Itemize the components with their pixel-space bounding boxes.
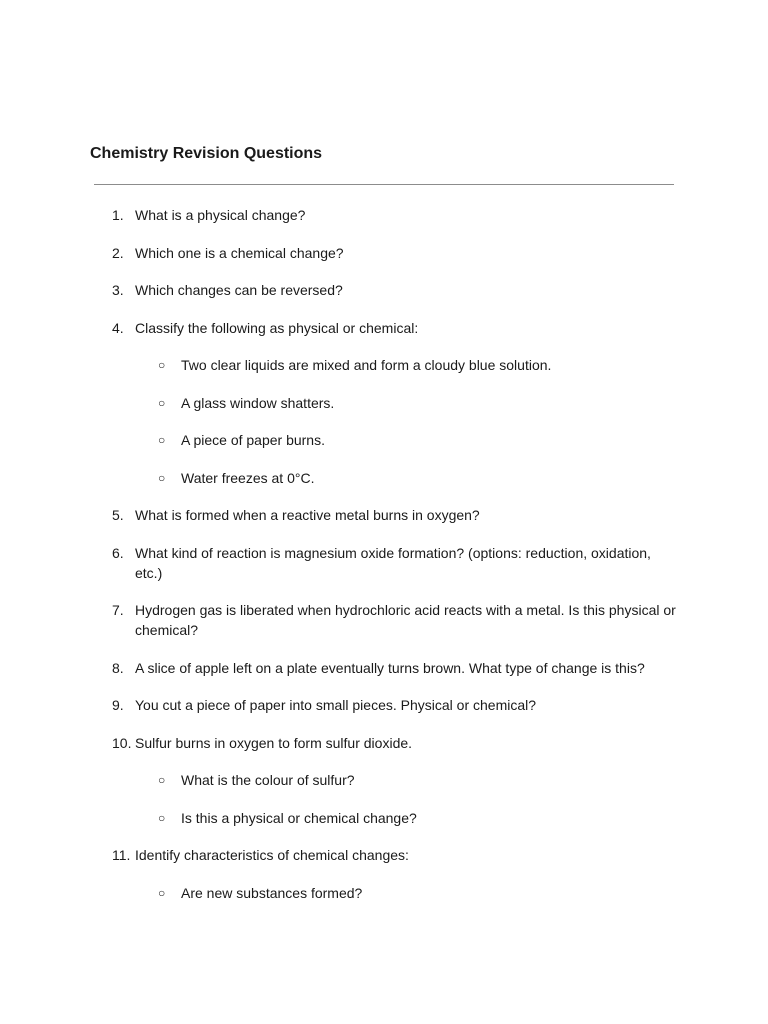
sub-question-list	[0, 355, 680, 488]
question-number: 8.	[112, 659, 124, 676]
question-text: A slice of apple left on a plate eventually turns brown. What type of change is this?	[135, 659, 645, 676]
question-text: Identify characteristics of chemical changes:	[135, 847, 409, 863]
question-item	[0, 733, 680, 828]
hollow-circle-bullet-icon: ○	[158, 470, 166, 485]
question-item	[0, 318, 680, 488]
hollow-circle-bullet-icon: ○	[158, 885, 166, 900]
hollow-circle-bullet-icon: ○	[158, 358, 166, 372]
question-text: Classify the following as physical or chemical:	[135, 319, 419, 336]
sub-question-item	[0, 355, 680, 375]
question-number: 3.	[112, 282, 124, 298]
sub-question-text: Is this a physical or chemical change?	[181, 809, 417, 826]
sub-question-text: Two clear liquids are mixed and form a cloudy blue solution.	[181, 357, 552, 373]
question-number: 1.	[112, 207, 124, 223]
question-number: 11.	[112, 847, 131, 863]
hollow-circle-bullet-icon: ○	[158, 773, 166, 787]
question-item	[0, 845, 680, 903]
sub-question-list	[0, 770, 680, 828]
question-number: 6.	[112, 544, 124, 561]
question-number: 2.	[112, 244, 124, 261]
question-text: Sulfur burns in oxygen to form sulfur dioxide.	[135, 734, 413, 751]
sub-question-item	[0, 430, 680, 450]
question-item	[0, 205, 680, 225]
sub-question-text: Are new substances formed?	[181, 884, 363, 901]
hollow-circle-bullet-icon: ○	[158, 395, 166, 410]
question-item	[0, 505, 680, 525]
question-text: What is formed when a reactive metal burns in oxygen?	[135, 507, 480, 523]
sub-question-list	[0, 883, 680, 903]
question-item	[0, 543, 680, 583]
sub-question-text: What is the colour of sulfur?	[181, 772, 355, 788]
question-text: Hydrogen gas is liberated when hydrochloric acid reacts with a metal. Is this physical or chemical?	[135, 602, 676, 638]
question-text: Which changes can be reversed?	[135, 282, 343, 298]
question-item	[0, 695, 680, 715]
sub-question-item	[0, 468, 680, 488]
question-number: 4.	[112, 319, 124, 336]
question-text: You cut a piece of paper into small pieces. Physical or chemical?	[135, 697, 537, 713]
question-item	[0, 243, 680, 263]
sub-question-item	[0, 393, 680, 413]
question-item	[0, 658, 680, 678]
sub-question-text: A glass window shatters.	[181, 394, 335, 411]
question-item	[0, 280, 680, 300]
hollow-circle-bullet-icon: ○	[158, 433, 166, 447]
question-number: 5.	[112, 507, 124, 523]
sub-question-item	[0, 770, 680, 790]
question-list	[0, 205, 768, 920]
question-number: 7.	[112, 602, 124, 618]
question-number: 9.	[112, 697, 124, 713]
question-item	[0, 600, 680, 640]
sub-question-text: A piece of paper burns.	[181, 432, 325, 448]
question-text: What kind of reaction is magnesium oxide formation? (options: reduction, oxidation, etc.)	[135, 544, 651, 581]
sub-question-item	[0, 808, 680, 828]
sub-question-text: Water freezes at 0°C.	[181, 469, 315, 486]
sub-question-item	[0, 883, 680, 903]
question-text: What is a physical change?	[135, 207, 306, 223]
title-divider	[94, 184, 674, 185]
page-title: Chemistry Revision Questions	[90, 145, 323, 162]
question-number: 10.	[112, 734, 132, 751]
question-text: Which one is a chemical change?	[135, 244, 344, 261]
hollow-circle-bullet-icon: ○	[158, 810, 166, 825]
